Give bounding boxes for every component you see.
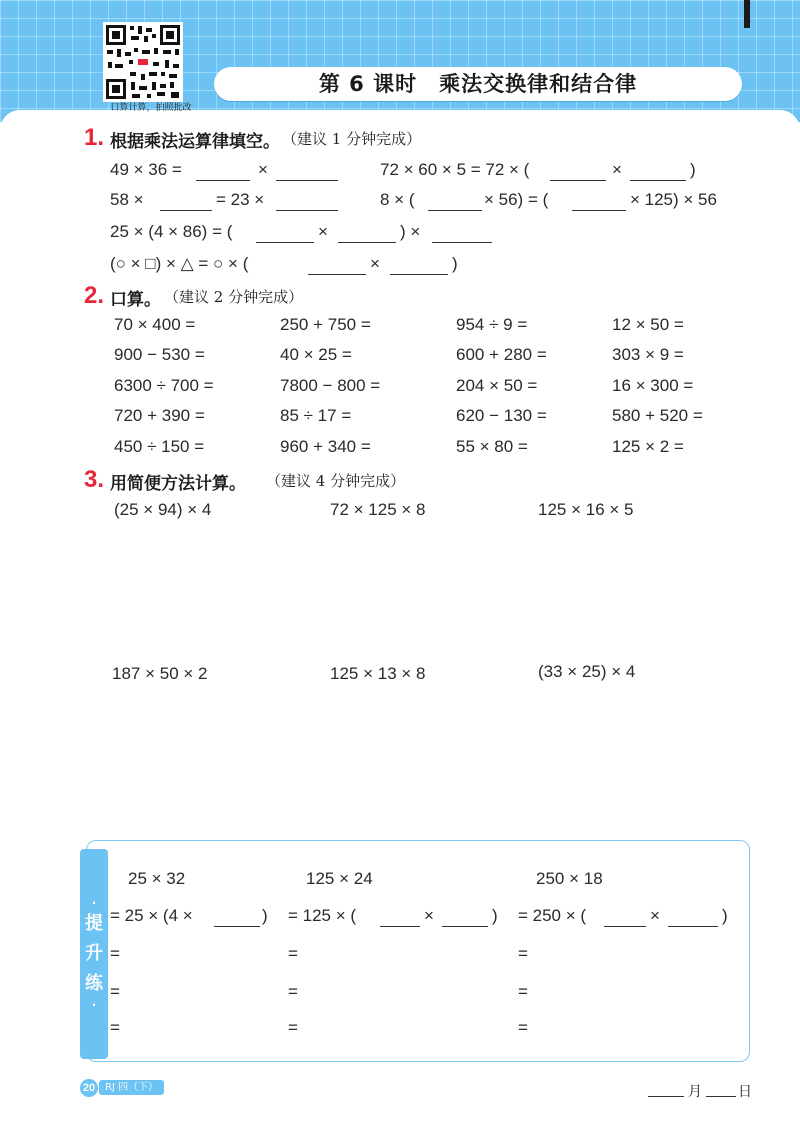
lesson-title: 第 6 课时 乘法交换律和结合律 <box>318 72 638 96</box>
equals-sign: = <box>288 944 298 963</box>
practice-expr-3: 250 × 18 <box>536 869 603 888</box>
mental-math-item: 204 × 50 = <box>456 376 538 395</box>
equals-sign: = <box>288 1018 298 1037</box>
s1-r3-blank-2[interactable] <box>338 242 396 243</box>
mental-math-item: 600 + 280 = <box>456 345 547 364</box>
practice-blank[interactable] <box>214 926 260 927</box>
mental-math-item: 720 + 390 = <box>114 406 205 425</box>
equals-sign: = <box>518 944 528 963</box>
tab-dot: · <box>91 998 97 1012</box>
practice-tab-label: 提升练 <box>85 913 103 994</box>
practice-step-3-b: × <box>650 906 660 925</box>
lesson-title-bar <box>214 67 742 101</box>
s1-r4-text-b: × <box>370 254 380 273</box>
s1-r3-text-c: ) × <box>400 222 421 241</box>
s1-r2-blank-3[interactable] <box>428 210 482 211</box>
practice-blank[interactable] <box>668 926 718 927</box>
mental-math-item: 954 ÷ 9 = <box>456 315 528 334</box>
s1-r1-blank-3[interactable] <box>550 180 606 181</box>
edge-tab <box>744 0 750 28</box>
month-label: 月 <box>688 1084 702 1100</box>
practice-blank[interactable] <box>604 926 646 927</box>
s1-r3-text-b: × <box>318 222 328 241</box>
mental-math-item: 55 × 80 = <box>456 437 528 456</box>
s1-r3-blank-3[interactable] <box>432 242 492 243</box>
s1-r4-blank-2[interactable] <box>390 274 448 275</box>
simplify-problem: 125 × 16 × 5 <box>538 500 634 519</box>
practice-blank[interactable] <box>442 926 488 927</box>
section2-hint: （建议 2 分钟完成） <box>164 288 304 306</box>
mental-math-item: 70 × 400 = <box>114 315 196 334</box>
simplify-problem: (25 × 94) × 4 <box>114 500 212 519</box>
equals-sign: = <box>110 1018 120 1037</box>
practice-box <box>86 840 750 1062</box>
practice-step-1-a: = 25 × (4 × <box>110 906 193 925</box>
section3-number: 3. <box>84 466 105 493</box>
mental-math-item: 16 × 300 = <box>612 376 694 395</box>
simplify-problem: 125 × 13 × 8 <box>330 664 426 683</box>
mental-math-item: 620 − 130 = <box>456 406 547 425</box>
tab-dot: · <box>91 896 97 910</box>
s1-r1-text-d: × <box>612 160 622 179</box>
qr-code-icon[interactable] <box>103 22 183 102</box>
s1-r2-text-c: 8 × ( <box>380 190 415 209</box>
s1-r3-blank-1[interactable] <box>256 242 314 243</box>
practice-step-2-c: ) <box>492 906 498 925</box>
mental-math-item: 85 ÷ 17 = <box>280 406 352 425</box>
s1-r2-blank-1[interactable] <box>160 210 212 211</box>
s1-r2-blank-4[interactable] <box>572 210 626 211</box>
mental-math-item: 125 × 2 = <box>612 437 684 456</box>
practice-blank[interactable] <box>380 926 420 927</box>
practice-expr-2: 125 × 24 <box>306 869 373 888</box>
s1-r1-text-a: 49 × 36 = <box>110 160 182 179</box>
section1-hint: （建议 1 分钟完成） <box>282 130 422 148</box>
section2-title: 口算。 <box>110 290 161 310</box>
section3-title: 用简便方法计算。 <box>110 474 246 494</box>
s1-r2-text-d: × 56) = ( <box>484 190 549 209</box>
simplify-problem: (33 × 25) × 4 <box>538 662 636 681</box>
day-label: 日 <box>738 1084 752 1100</box>
equals-sign: = <box>288 982 298 1001</box>
s1-r2-text-a: 58 × <box>110 190 144 209</box>
s1-r1-text-c: 72 × 60 × 5 = 72 × ( <box>380 160 530 179</box>
mental-math-item: 900 − 530 = <box>114 345 205 364</box>
mental-math-item: 250 + 750 = <box>280 315 371 334</box>
s1-r1-text-b: × <box>258 160 268 179</box>
s1-r4-text-a: (○ × □) × △ = ○ × ( <box>110 254 249 273</box>
practice-step-3-a: = 250 × ( <box>518 906 587 925</box>
mental-math-item: 12 × 50 = <box>612 315 684 334</box>
s1-r1-blank-4[interactable] <box>630 180 686 181</box>
mental-math-item: 450 ÷ 150 = <box>114 437 205 456</box>
mental-math-item: 960 + 340 = <box>280 437 371 456</box>
practice-step-1-b: ) <box>262 906 268 925</box>
practice-tab <box>80 849 108 1059</box>
equals-sign: = <box>110 982 120 1001</box>
s1-r1-blank-2[interactable] <box>276 180 338 181</box>
mental-math-item: 7800 − 800 = <box>280 376 381 395</box>
mental-math-item: 6300 ÷ 700 = <box>114 376 214 395</box>
section2-number: 2. <box>84 282 105 309</box>
equals-sign: = <box>518 1018 528 1037</box>
section1-title: 根据乘法运算律填空。 <box>110 132 280 152</box>
s1-r2-blank-2[interactable] <box>276 210 338 211</box>
practice-step-3-c: ) <box>722 906 728 925</box>
s1-r3-text-a: 25 × (4 × 86) = ( <box>110 222 233 241</box>
month-blank[interactable] <box>648 1096 684 1097</box>
s1-r2-text-e: × 125) × 56 <box>630 190 717 209</box>
equals-sign: = <box>110 944 120 963</box>
simplify-problem: 187 × 50 × 2 <box>112 664 208 683</box>
s1-r4-text-c: ) <box>452 254 458 273</box>
simplify-problem: 72 × 125 × 8 <box>330 500 426 519</box>
qr-caption: 口算计算，拍照批改 <box>110 103 192 113</box>
mental-math-item: 303 × 9 = <box>612 345 684 364</box>
day-blank[interactable] <box>706 1096 736 1097</box>
s1-r1-blank-1[interactable] <box>196 180 250 181</box>
equals-sign: = <box>518 982 528 1001</box>
s1-r2-text-b: = 23 × <box>216 190 265 209</box>
mental-math-item: 40 × 25 = <box>280 345 352 364</box>
s1-r4-blank-1[interactable] <box>308 274 366 275</box>
page-number: 20 <box>80 1079 98 1097</box>
section1-number: 1. <box>84 124 105 151</box>
s1-r1-text-e: ) <box>690 160 696 179</box>
section3-hint: （建议 4 分钟完成） <box>266 472 406 490</box>
practice-step-2-a: = 125 × ( <box>288 906 357 925</box>
edition-label: RJ 四（下） <box>99 1080 164 1095</box>
mental-math-item: 580 + 520 = <box>612 406 703 425</box>
practice-expr-1: 25 × 32 <box>128 869 186 888</box>
practice-step-2-b: × <box>424 906 434 925</box>
